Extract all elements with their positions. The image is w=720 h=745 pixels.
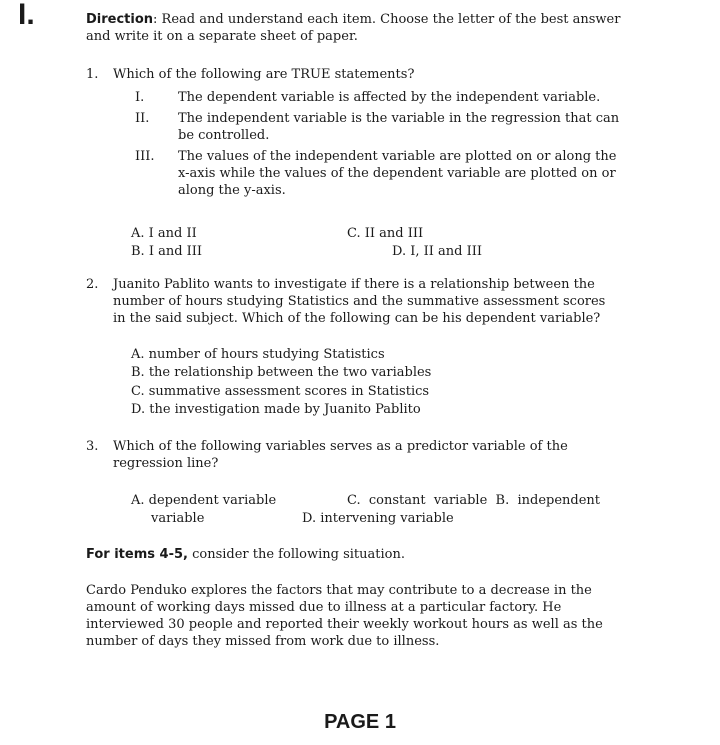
situation-lead-rest: consider the following situation.: [187, 547, 405, 562]
q3-line: Which of the following variables serves as a predictor variable of the: [113, 439, 568, 454]
q1-statement-line: along the y-axis.: [178, 183, 286, 198]
direction-line-1: [86, 11, 620, 28]
q3-number: 3.: [86, 439, 99, 454]
q2-number: 2.: [86, 277, 99, 292]
situation-bold-lead: For items 4-5,: [86, 547, 188, 562]
q3-choice-continuation: variable: [151, 511, 205, 526]
q1-statement-numeral: III.: [135, 149, 155, 164]
situation-line: interviewed 30 people and reported their weekly workout hours as well as the: [86, 617, 603, 632]
q1-statement-line: be controlled.: [178, 128, 270, 143]
situation-line: Cardo Penduko explores the factors that may contribute to a decrease in the: [86, 583, 592, 598]
q1-choice-c: C. II and III: [347, 226, 424, 241]
q2-choice: D. the investigation made by Juanito Pablito: [131, 402, 421, 417]
q2-line: Juanito Pablito wants to investigate if there is a relationship between the: [113, 277, 595, 292]
q2-choice: B. the relationship between the two variables: [131, 365, 432, 380]
situation-line: number of days they missed from work due to illness.: [86, 634, 440, 649]
q1-choice-b: B. I and III: [131, 244, 203, 259]
q1-statement-line: x-axis while the values of the dependent variable are plotted on or: [178, 166, 616, 181]
direction-line-2: and write it on a separate sheet of paper.: [86, 29, 358, 44]
q3-line: regression line?: [113, 456, 219, 471]
q1-statement-line: The values of the independent variable are plotted on or along the: [178, 149, 617, 164]
q3-choice-c-b: C. constant variable B. independent: [347, 493, 601, 508]
q2-line: number of hours studying Statistics and the summative assessment scores: [113, 294, 606, 309]
q1-number: 1.: [86, 67, 99, 82]
q1-statement-line: The dependent variable is affected by the independent variable.: [178, 90, 601, 105]
q3-choice-a: A. dependent variable: [131, 493, 277, 508]
q2-choice: A. number of hours studying Statistics: [131, 347, 385, 362]
direction-label: Direction: [86, 12, 154, 27]
q3-choice-d: D. intervening variable: [302, 511, 454, 526]
q1-statement-line: The independent variable is the variable in the regression that can: [178, 111, 620, 126]
q1-choice-a: A. I and II: [131, 226, 197, 241]
q1-stem: Which of the following are TRUE statements?: [113, 67, 415, 82]
situation-heading: [86, 546, 405, 563]
situation-line: amount of working days missed due to illness at a particular factory. He: [86, 600, 562, 615]
q2-choice: C. summative assessment scores in Statistics: [131, 384, 430, 399]
direction-text: : Read and understand each item. Choose the letter of the best answer: [153, 12, 621, 27]
q1-statement-numeral: II.: [135, 111, 150, 126]
q1-choice-d: D. I, II and III: [392, 244, 483, 259]
section-numeral: I.: [18, 0, 35, 31]
q1-statement-numeral: I.: [135, 90, 145, 105]
q2-line: in the said subject. Which of the following can be his dependent variable?: [113, 311, 601, 326]
page-number: PAGE 1: [324, 711, 396, 733]
